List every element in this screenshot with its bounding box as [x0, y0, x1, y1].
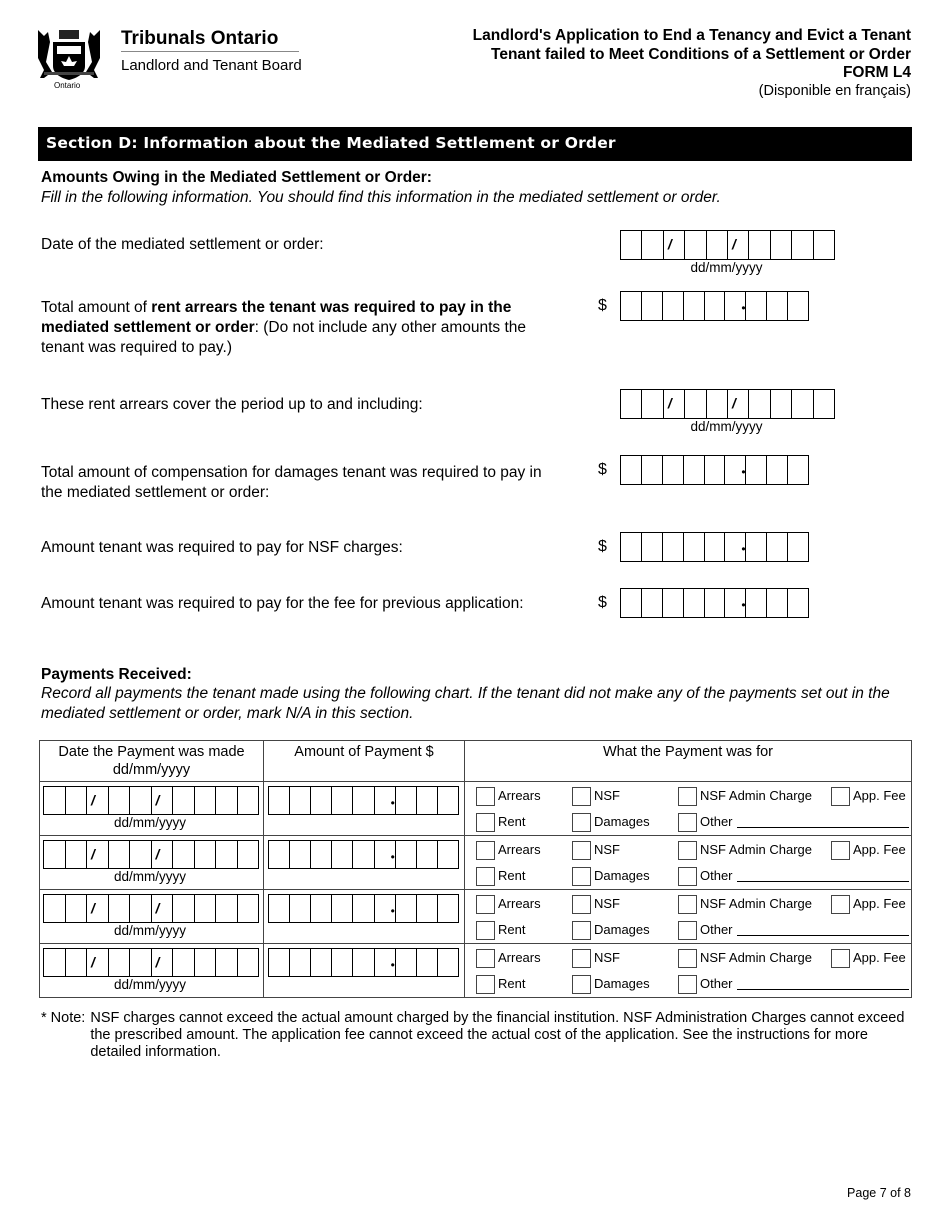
payments-heading: Payments Received:: [41, 666, 192, 683]
damages-label: Total amount of compensation for damages tenant was required to pay in the mediated settlement or order:: [41, 464, 542, 501]
checkbox-nsf[interactable]: [572, 841, 591, 860]
date-digit-cell[interactable]: [195, 895, 217, 922]
date-separator: /: [667, 395, 672, 411]
option-label-rent: Rent: [498, 976, 526, 991]
date-digit-cell[interactable]: [152, 841, 174, 868]
option-label-other: Other: [700, 814, 733, 829]
date-digit-cell[interactable]: [44, 841, 66, 868]
date-digit-cell[interactable]: [238, 787, 259, 814]
date-digit-cell[interactable]: [87, 787, 109, 814]
payment-date-cell: [40, 944, 264, 998]
date-digit-cell[interactable]: [66, 895, 88, 922]
table-row: [40, 944, 912, 998]
checkbox-nsf[interactable]: [572, 949, 591, 968]
arrears-text-pre: Total amount of: [41, 299, 152, 316]
date-format-hint: dd/mm/yyyy: [690, 260, 763, 275]
amount-digit-cell[interactable]: [684, 292, 705, 320]
date-separator: /: [155, 791, 160, 808]
date-digit-cell[interactable]: [749, 390, 770, 418]
date-format-hint: dd/mm/yyyy: [114, 923, 187, 938]
note-prefix: * Note:: [41, 1010, 86, 1026]
date-digit-cell[interactable]: [749, 231, 770, 259]
checkbox-other[interactable]: [678, 813, 697, 832]
date-digit-cell[interactable]: [238, 841, 259, 868]
rent-arrears-amount-input[interactable]: [620, 291, 809, 321]
amount-digit-cell[interactable]: [417, 949, 438, 976]
note: [41, 1010, 911, 1061]
amount-digit-cell[interactable]: [332, 787, 353, 814]
payment-date-input[interactable]: [43, 948, 259, 977]
crest-label: Ontario: [54, 81, 81, 90]
decimal-point: •: [390, 957, 395, 972]
table-row: [40, 836, 912, 890]
amount-digit-cell[interactable]: [290, 949, 311, 976]
date-digit-cell[interactable]: [216, 949, 238, 976]
date-digit-cell[interactable]: [195, 949, 217, 976]
checkbox-app-fee[interactable]: [831, 895, 850, 914]
date-digit-cell[interactable]: [707, 390, 728, 418]
amount-digit-cell[interactable]: [767, 589, 788, 617]
amount-digit-cell[interactable]: [663, 589, 684, 617]
amount-digit-cell[interactable]: [390, 787, 417, 814]
date-digit-cell[interactable]: [707, 231, 728, 259]
amount-digit-cell[interactable]: [353, 895, 374, 922]
amount-digit-cell[interactable]: [705, 292, 726, 320]
table-row: [40, 890, 912, 944]
amount-digit-cell[interactable]: [332, 841, 353, 868]
decimal-point: •: [741, 598, 746, 612]
payment-amount-input[interactable]: [268, 840, 459, 869]
option-label-nsf-admin: NSF Admin Charge: [700, 788, 812, 803]
checkbox-nsf-admin[interactable]: [678, 895, 697, 914]
nsf-amount-input[interactable]: [620, 532, 809, 562]
amount-digit-cell[interactable]: [705, 456, 726, 484]
amount-digit-cell[interactable]: [684, 533, 705, 561]
amount-digit-cell[interactable]: [417, 787, 438, 814]
dollar-sign: $: [598, 461, 607, 478]
amount-digit-cell[interactable]: [390, 895, 417, 922]
checkbox-damages[interactable]: [572, 813, 591, 832]
date-digit-cell[interactable]: [87, 895, 109, 922]
decimal-point: •: [390, 795, 395, 810]
amount-digit-cell[interactable]: [438, 841, 458, 868]
form-title-line2: Tenant failed to Meet Conditions of a Settlement or Order: [491, 45, 911, 63]
amount-digit-cell[interactable]: [705, 589, 726, 617]
amount-digit-cell[interactable]: [741, 589, 767, 617]
option-label-arrears: Arrears: [498, 788, 541, 803]
date-digit-cell[interactable]: [792, 390, 813, 418]
payment-date-input[interactable]: [43, 894, 259, 923]
french-availability: (Disponible en français): [758, 82, 911, 99]
decimal-point: •: [390, 849, 395, 864]
dollar-sign: $: [598, 594, 607, 611]
col-date-format: dd/mm/yyyy: [112, 762, 191, 778]
decimal-point: •: [390, 903, 395, 918]
checkbox-nsf[interactable]: [572, 787, 591, 806]
date-digit-cell[interactable]: [792, 231, 813, 259]
board-name: Landlord and Tenant Board: [121, 57, 302, 74]
other-specify-input[interactable]: [737, 974, 909, 990]
payment-purpose-cell: [465, 944, 912, 998]
arrears-text-bold: rent arrears the tenant was required to pay in the mediated settlement or order: [41, 299, 512, 336]
table-header-row: [40, 741, 912, 782]
payment-amount-input[interactable]: [268, 948, 459, 977]
amount-digit-cell[interactable]: [311, 895, 332, 922]
amount-digit-cell[interactable]: [621, 292, 642, 320]
checkbox-rent[interactable]: [476, 975, 495, 994]
date-digit-cell[interactable]: [44, 787, 66, 814]
option-label-arrears: Arrears: [498, 950, 541, 965]
date-digit-cell[interactable]: [728, 231, 749, 259]
option-label-nsf: NSF: [594, 788, 620, 803]
date-digit-cell[interactable]: [642, 231, 663, 259]
ontario-crest-logo: [34, 26, 104, 92]
nsf-label: Amount tenant was required to pay for NSF charges:: [41, 539, 403, 556]
option-label-other: Other: [700, 976, 733, 991]
option-label-nsf: NSF: [594, 950, 620, 965]
amount-digit-cell[interactable]: [332, 895, 353, 922]
date-separator: /: [91, 791, 95, 808]
dollar-sign: $: [598, 538, 607, 555]
amount-digit-cell[interactable]: [684, 456, 705, 484]
col-date-header: [40, 741, 264, 782]
rent-arrears-label: [41, 298, 571, 358]
payment-date-input[interactable]: [43, 786, 259, 815]
payments-table: [39, 740, 912, 998]
amount-digit-cell[interactable]: [438, 949, 458, 976]
checkbox-damages[interactable]: [572, 867, 591, 886]
amount-digit-cell[interactable]: [741, 533, 767, 561]
table-row: [40, 782, 912, 836]
date-digit-cell[interactable]: [109, 895, 131, 922]
form-number: FORM L4: [842, 64, 911, 81]
option-label-arrears: Arrears: [498, 896, 541, 911]
amount-digit-cell[interactable]: [269, 895, 290, 922]
other-specify-input[interactable]: [737, 812, 909, 828]
col-date-label: Date the Payment was made: [58, 744, 245, 760]
amount-digit-cell[interactable]: [663, 456, 684, 484]
amount-digit-cell[interactable]: [642, 292, 663, 320]
date-digit-cell[interactable]: [152, 787, 174, 814]
checkbox-arrears[interactable]: [476, 841, 495, 860]
period-label: These rent arrears cover the period up to and including:: [41, 396, 423, 413]
date-digit-cell[interactable]: [66, 841, 88, 868]
date-separator: /: [155, 899, 160, 916]
page-number: Page 7 of 8: [847, 1186, 911, 1200]
date-digit-cell[interactable]: [771, 390, 792, 418]
date-digit-cell[interactable]: [130, 841, 152, 868]
checkbox-app-fee[interactable]: [831, 787, 850, 806]
date-format-hint: dd/mm/yyyy: [114, 869, 187, 884]
date-separator: /: [91, 845, 95, 862]
settlement-date-input[interactable]: [620, 230, 835, 260]
date-digit-cell[interactable]: [44, 949, 66, 976]
dollar-sign: $: [598, 297, 607, 314]
date-digit-cell[interactable]: [814, 231, 834, 259]
date-digit-cell[interactable]: [87, 841, 109, 868]
date-digit-cell[interactable]: [216, 895, 238, 922]
amount-digit-cell[interactable]: [788, 292, 808, 320]
payment-date-cell: [40, 782, 264, 836]
payment-purpose-cell: [465, 782, 912, 836]
checkbox-other[interactable]: [678, 921, 697, 940]
date-format-hint: dd/mm/yyyy: [690, 419, 763, 434]
amount-digit-cell[interactable]: [269, 787, 290, 814]
amount-digit-cell[interactable]: [417, 895, 438, 922]
date-digit-cell[interactable]: [685, 390, 706, 418]
option-label-nsf-admin: NSF Admin Charge: [700, 896, 812, 911]
date-separator: /: [732, 236, 736, 252]
amount-digit-cell[interactable]: [642, 589, 663, 617]
date-digit-cell[interactable]: [195, 787, 217, 814]
amount-digit-cell[interactable]: [705, 533, 726, 561]
option-label-rent: Rent: [498, 814, 526, 829]
checkbox-damages[interactable]: [572, 975, 591, 994]
amount-digit-cell[interactable]: [788, 533, 808, 561]
payment-purpose-cell: [465, 836, 912, 890]
amount-digit-cell[interactable]: [741, 456, 767, 484]
payment-amount-cell: [264, 836, 465, 890]
checkbox-arrears[interactable]: [476, 895, 495, 914]
checkbox-app-fee[interactable]: [831, 949, 850, 968]
date-digit-cell[interactable]: [216, 787, 238, 814]
arrears-text-post: : (Do not include any other amounts the tenant was required to pay.): [41, 319, 527, 356]
logo-divider: [121, 51, 299, 52]
date-digit-cell[interactable]: [66, 787, 88, 814]
date-digit-cell[interactable]: [814, 390, 834, 418]
amount-digit-cell[interactable]: [642, 533, 663, 561]
amount-digit-cell[interactable]: [390, 841, 417, 868]
amount-digit-cell[interactable]: [332, 949, 353, 976]
date-separator: /: [155, 953, 160, 970]
date-digit-cell[interactable]: [238, 949, 259, 976]
date-digit-cell[interactable]: [216, 841, 238, 868]
date-digit-cell[interactable]: [44, 895, 66, 922]
amount-digit-cell[interactable]: [767, 292, 788, 320]
option-label-app-fee: App. Fee: [853, 788, 906, 803]
amount-digit-cell[interactable]: [788, 456, 808, 484]
date-digit-cell[interactable]: [173, 949, 195, 976]
checkbox-app-fee[interactable]: [831, 841, 850, 860]
date-separator: /: [667, 236, 672, 252]
date-digit-cell[interactable]: [152, 949, 174, 976]
option-label-damages: Damages: [594, 814, 650, 829]
checkbox-arrears[interactable]: [476, 949, 495, 968]
date-separator: /: [732, 395, 736, 411]
option-label-arrears: Arrears: [498, 842, 541, 857]
date-digit-cell[interactable]: [195, 841, 217, 868]
amount-digit-cell[interactable]: [269, 841, 290, 868]
date-format-hint: dd/mm/yyyy: [114, 815, 187, 830]
amount-digit-cell[interactable]: [767, 456, 788, 484]
checkbox-nsf-admin[interactable]: [678, 841, 697, 860]
col-amount-header: Amount of Payment $: [264, 741, 465, 782]
org-name: Tribunals Ontario: [121, 28, 279, 49]
amount-digit-cell[interactable]: [417, 841, 438, 868]
date-separator: /: [155, 845, 160, 862]
decimal-point: •: [741, 301, 746, 315]
option-label-app-fee: App. Fee: [853, 950, 906, 965]
decimal-point: •: [741, 465, 746, 479]
col-purpose-header: What the Payment was for: [465, 741, 912, 782]
previous-fee-label: Amount tenant was required to pay for the fee for previous application:: [41, 595, 524, 612]
checkbox-nsf[interactable]: [572, 895, 591, 914]
note-text: NSF charges cannot exceed the actual amount charged by the financial institution. NSF Administration Charges cannot exceed the prescribed amount. The application fee cannot exceed the actual cost of the application. See the instructions for more detailed information.: [90, 1010, 905, 1060]
amount-digit-cell[interactable]: [767, 533, 788, 561]
date-digit-cell[interactable]: [109, 787, 131, 814]
date-digit-cell[interactable]: [664, 390, 685, 418]
date-digit-cell[interactable]: [642, 390, 663, 418]
payment-amount-cell: [264, 890, 465, 944]
payment-amount-cell: [264, 944, 465, 998]
payment-date-cell: [40, 890, 264, 944]
date-separator: /: [91, 953, 95, 970]
amount-digit-cell[interactable]: [390, 949, 417, 976]
amounts-heading: Amounts Owing in the Mediated Settlement or Order:: [41, 169, 432, 186]
option-label-rent: Rent: [498, 868, 526, 883]
payment-amount-cell: [264, 782, 465, 836]
payments-instructions: Record all payments the tenant made using the following chart. If the tenant did not make any of the payments set out in the mediated settlement or order, mark N/A in this section.: [41, 685, 890, 722]
option-label-nsf: NSF: [594, 842, 620, 857]
option-label-rent: Rent: [498, 922, 526, 937]
date-separator: /: [91, 899, 95, 916]
date-digit-cell[interactable]: [238, 895, 259, 922]
amount-digit-cell[interactable]: [311, 787, 332, 814]
date-digit-cell[interactable]: [173, 787, 195, 814]
amount-digit-cell[interactable]: [621, 589, 642, 617]
payment-date-cell: [40, 836, 264, 890]
date-settlement-label: Date of the mediated settlement or order:: [41, 236, 324, 253]
amount-digit-cell[interactable]: [642, 456, 663, 484]
date-digit-cell[interactable]: [173, 895, 195, 922]
amount-digit-cell[interactable]: [663, 533, 684, 561]
amount-digit-cell[interactable]: [353, 787, 374, 814]
amount-digit-cell[interactable]: [290, 841, 311, 868]
checkbox-arrears[interactable]: [476, 787, 495, 806]
date-digit-cell[interactable]: [152, 895, 174, 922]
date-digit-cell[interactable]: [173, 841, 195, 868]
date-digit-cell[interactable]: [728, 390, 749, 418]
date-digit-cell[interactable]: [109, 841, 131, 868]
amount-digit-cell[interactable]: [788, 589, 808, 617]
option-label-nsf: NSF: [594, 896, 620, 911]
option-label-other: Other: [700, 922, 733, 937]
amounts-instructions: Fill in the following information. You should find this information in the mediated settlement or order.: [41, 189, 721, 206]
date-digit-cell[interactable]: [130, 949, 152, 976]
damages-amount-input[interactable]: [620, 455, 809, 485]
option-label-app-fee: App. Fee: [853, 842, 906, 857]
amount-digit-cell[interactable]: [621, 533, 642, 561]
date-digit-cell[interactable]: [621, 231, 642, 259]
checkbox-other[interactable]: [678, 867, 697, 886]
amount-digit-cell[interactable]: [311, 949, 332, 976]
amount-digit-cell[interactable]: [438, 895, 458, 922]
form-title: [473, 27, 911, 100]
date-format-hint: dd/mm/yyyy: [114, 977, 187, 992]
amount-digit-cell[interactable]: [290, 895, 311, 922]
payment-date-input[interactable]: [43, 840, 259, 869]
date-digit-cell[interactable]: [664, 231, 685, 259]
date-digit-cell[interactable]: [130, 787, 152, 814]
option-label-nsf-admin: NSF Admin Charge: [700, 950, 812, 965]
checkbox-rent[interactable]: [476, 813, 495, 832]
amount-digit-cell[interactable]: [353, 949, 374, 976]
form-title-line1: Landlord's Application to End a Tenancy and Evict a Tenant: [472, 27, 911, 44]
date-digit-cell[interactable]: [109, 949, 131, 976]
option-label-damages: Damages: [594, 922, 650, 937]
amount-digit-cell[interactable]: [353, 841, 374, 868]
checkbox-damages[interactable]: [572, 921, 591, 940]
amount-digit-cell[interactable]: [290, 787, 311, 814]
arrears-period-date-input[interactable]: [620, 389, 835, 419]
amount-digit-cell[interactable]: [663, 292, 684, 320]
other-specify-input[interactable]: [737, 866, 909, 882]
date-digit-cell[interactable]: [87, 949, 109, 976]
checkbox-rent[interactable]: [476, 921, 495, 940]
other-specify-input[interactable]: [737, 920, 909, 936]
checkbox-rent[interactable]: [476, 867, 495, 886]
date-digit-cell[interactable]: [685, 231, 706, 259]
checkbox-nsf-admin[interactable]: [678, 787, 697, 806]
option-label-other: Other: [700, 868, 733, 883]
option-label-app-fee: App. Fee: [853, 896, 906, 911]
payment-amount-input[interactable]: [268, 894, 459, 923]
amount-digit-cell[interactable]: [438, 787, 458, 814]
option-label-nsf-admin: NSF Admin Charge: [700, 842, 812, 857]
checkbox-nsf-admin[interactable]: [678, 949, 697, 968]
amount-digit-cell[interactable]: [684, 589, 705, 617]
payment-amount-input[interactable]: [268, 786, 459, 815]
checkbox-other[interactable]: [678, 975, 697, 994]
decimal-point: •: [741, 542, 746, 556]
section-heading: Section D: Information about the Mediated Settlement or Order: [38, 127, 912, 161]
amount-digit-cell[interactable]: [741, 292, 767, 320]
payment-purpose-cell: [465, 890, 912, 944]
amount-digit-cell[interactable]: [311, 841, 332, 868]
amount-digit-cell[interactable]: [269, 949, 290, 976]
option-label-damages: Damages: [594, 976, 650, 991]
date-digit-cell[interactable]: [66, 949, 88, 976]
date-digit-cell[interactable]: [130, 895, 152, 922]
date-digit-cell[interactable]: [771, 231, 792, 259]
option-label-damages: Damages: [594, 868, 650, 883]
date-digit-cell[interactable]: [621, 390, 642, 418]
amount-digit-cell[interactable]: [621, 456, 642, 484]
previous-fee-amount-input[interactable]: [620, 588, 809, 618]
